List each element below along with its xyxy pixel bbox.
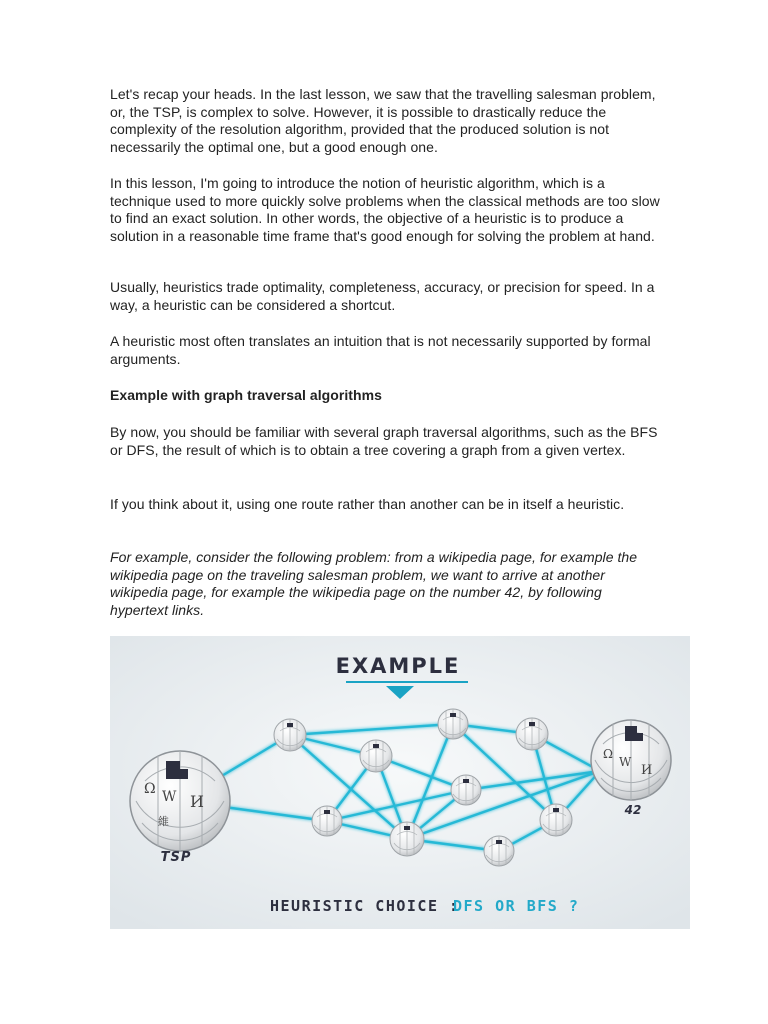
caption-choice: DFS OR BFS ? — [453, 897, 580, 915]
svg-text:W: W — [162, 789, 177, 805]
paragraph-tradeoffs: Usually, heuristics trade optimality, completeness, accuracy, or precision for speed. In a way, a heuristic can be considered a shortcut. — [110, 279, 655, 313]
paragraph-recap: Let's recap your heads. In the last lesson, we saw that the travelling salesman problem, or, the TSP, is complex to solve. However, it is possible to drastically reduce the complexity of the resolution algorithm, provided that the produced solution is not necessarily the optimal one, but a good enough one. — [110, 86, 656, 155]
paragraph-example-problem: For example, consider the following problem: from a wikipedia page, for example the wikipedia page on the traveling salesman problem, we want to arrive at another wikipedia page, for example the wikipedia page on the number 42, by following hypertext links. — [110, 549, 638, 618]
end-globe-icon — [591, 720, 671, 800]
paragraph-heuristic-intro: In this lesson, I'm going to introduce the notion of heuristic algorithm, which is a technique used to more quickly solve problems when the classical methods are too slow to find an exact solution. In other words, the objective of a heuristic is to produce a solution in a reasonable time frame that's good enough for solving the problem at hand. — [110, 175, 660, 244]
svg-text:И: И — [641, 763, 653, 778]
wikipedia-globe-icon — [516, 718, 548, 750]
svg-text:Ω: Ω — [603, 747, 613, 761]
wikipedia-globe-icon — [451, 775, 481, 805]
example-figure — [110, 636, 690, 929]
start-node-label: TSP — [160, 850, 192, 865]
paragraph-graph-traversal: By now, you should be familiar with several graph traversal algorithms, such as the BFS or DFS, the result of which is to obtain a tree covering a graph from a given vertex. — [110, 424, 658, 458]
wikipedia-globe-icon — [390, 822, 424, 856]
wikipedia-globe-icon — [484, 836, 514, 866]
wikipedia-globe-icon — [438, 709, 468, 739]
svg-text:И: И — [190, 792, 204, 811]
wikipedia-globe-icon — [274, 719, 306, 751]
svg-text:W: W — [619, 755, 632, 769]
wikipedia-globe-icon — [312, 806, 342, 836]
wikipedia-globe-icon — [540, 804, 572, 836]
paragraph-intuition: A heuristic most often translates an intuition that is not necessarily supported by formal arguments. — [110, 333, 651, 367]
svg-text:Ω: Ω — [144, 781, 156, 797]
end-node-label: 42 — [624, 803, 642, 817]
svg-text:維: 維 — [158, 815, 169, 828]
section-heading: Example with graph traversal algorithms — [110, 387, 382, 403]
paragraph-route-heuristic: If you think about it, using one route rather than another can be in itself a heuristic. — [110, 496, 625, 512]
wikipedia-globe-icon — [360, 740, 392, 772]
figure-title: EXAMPLE — [335, 654, 461, 678]
start-globe-icon — [130, 751, 230, 851]
caption-prefix: HEURISTIC CHOICE : — [270, 897, 460, 915]
